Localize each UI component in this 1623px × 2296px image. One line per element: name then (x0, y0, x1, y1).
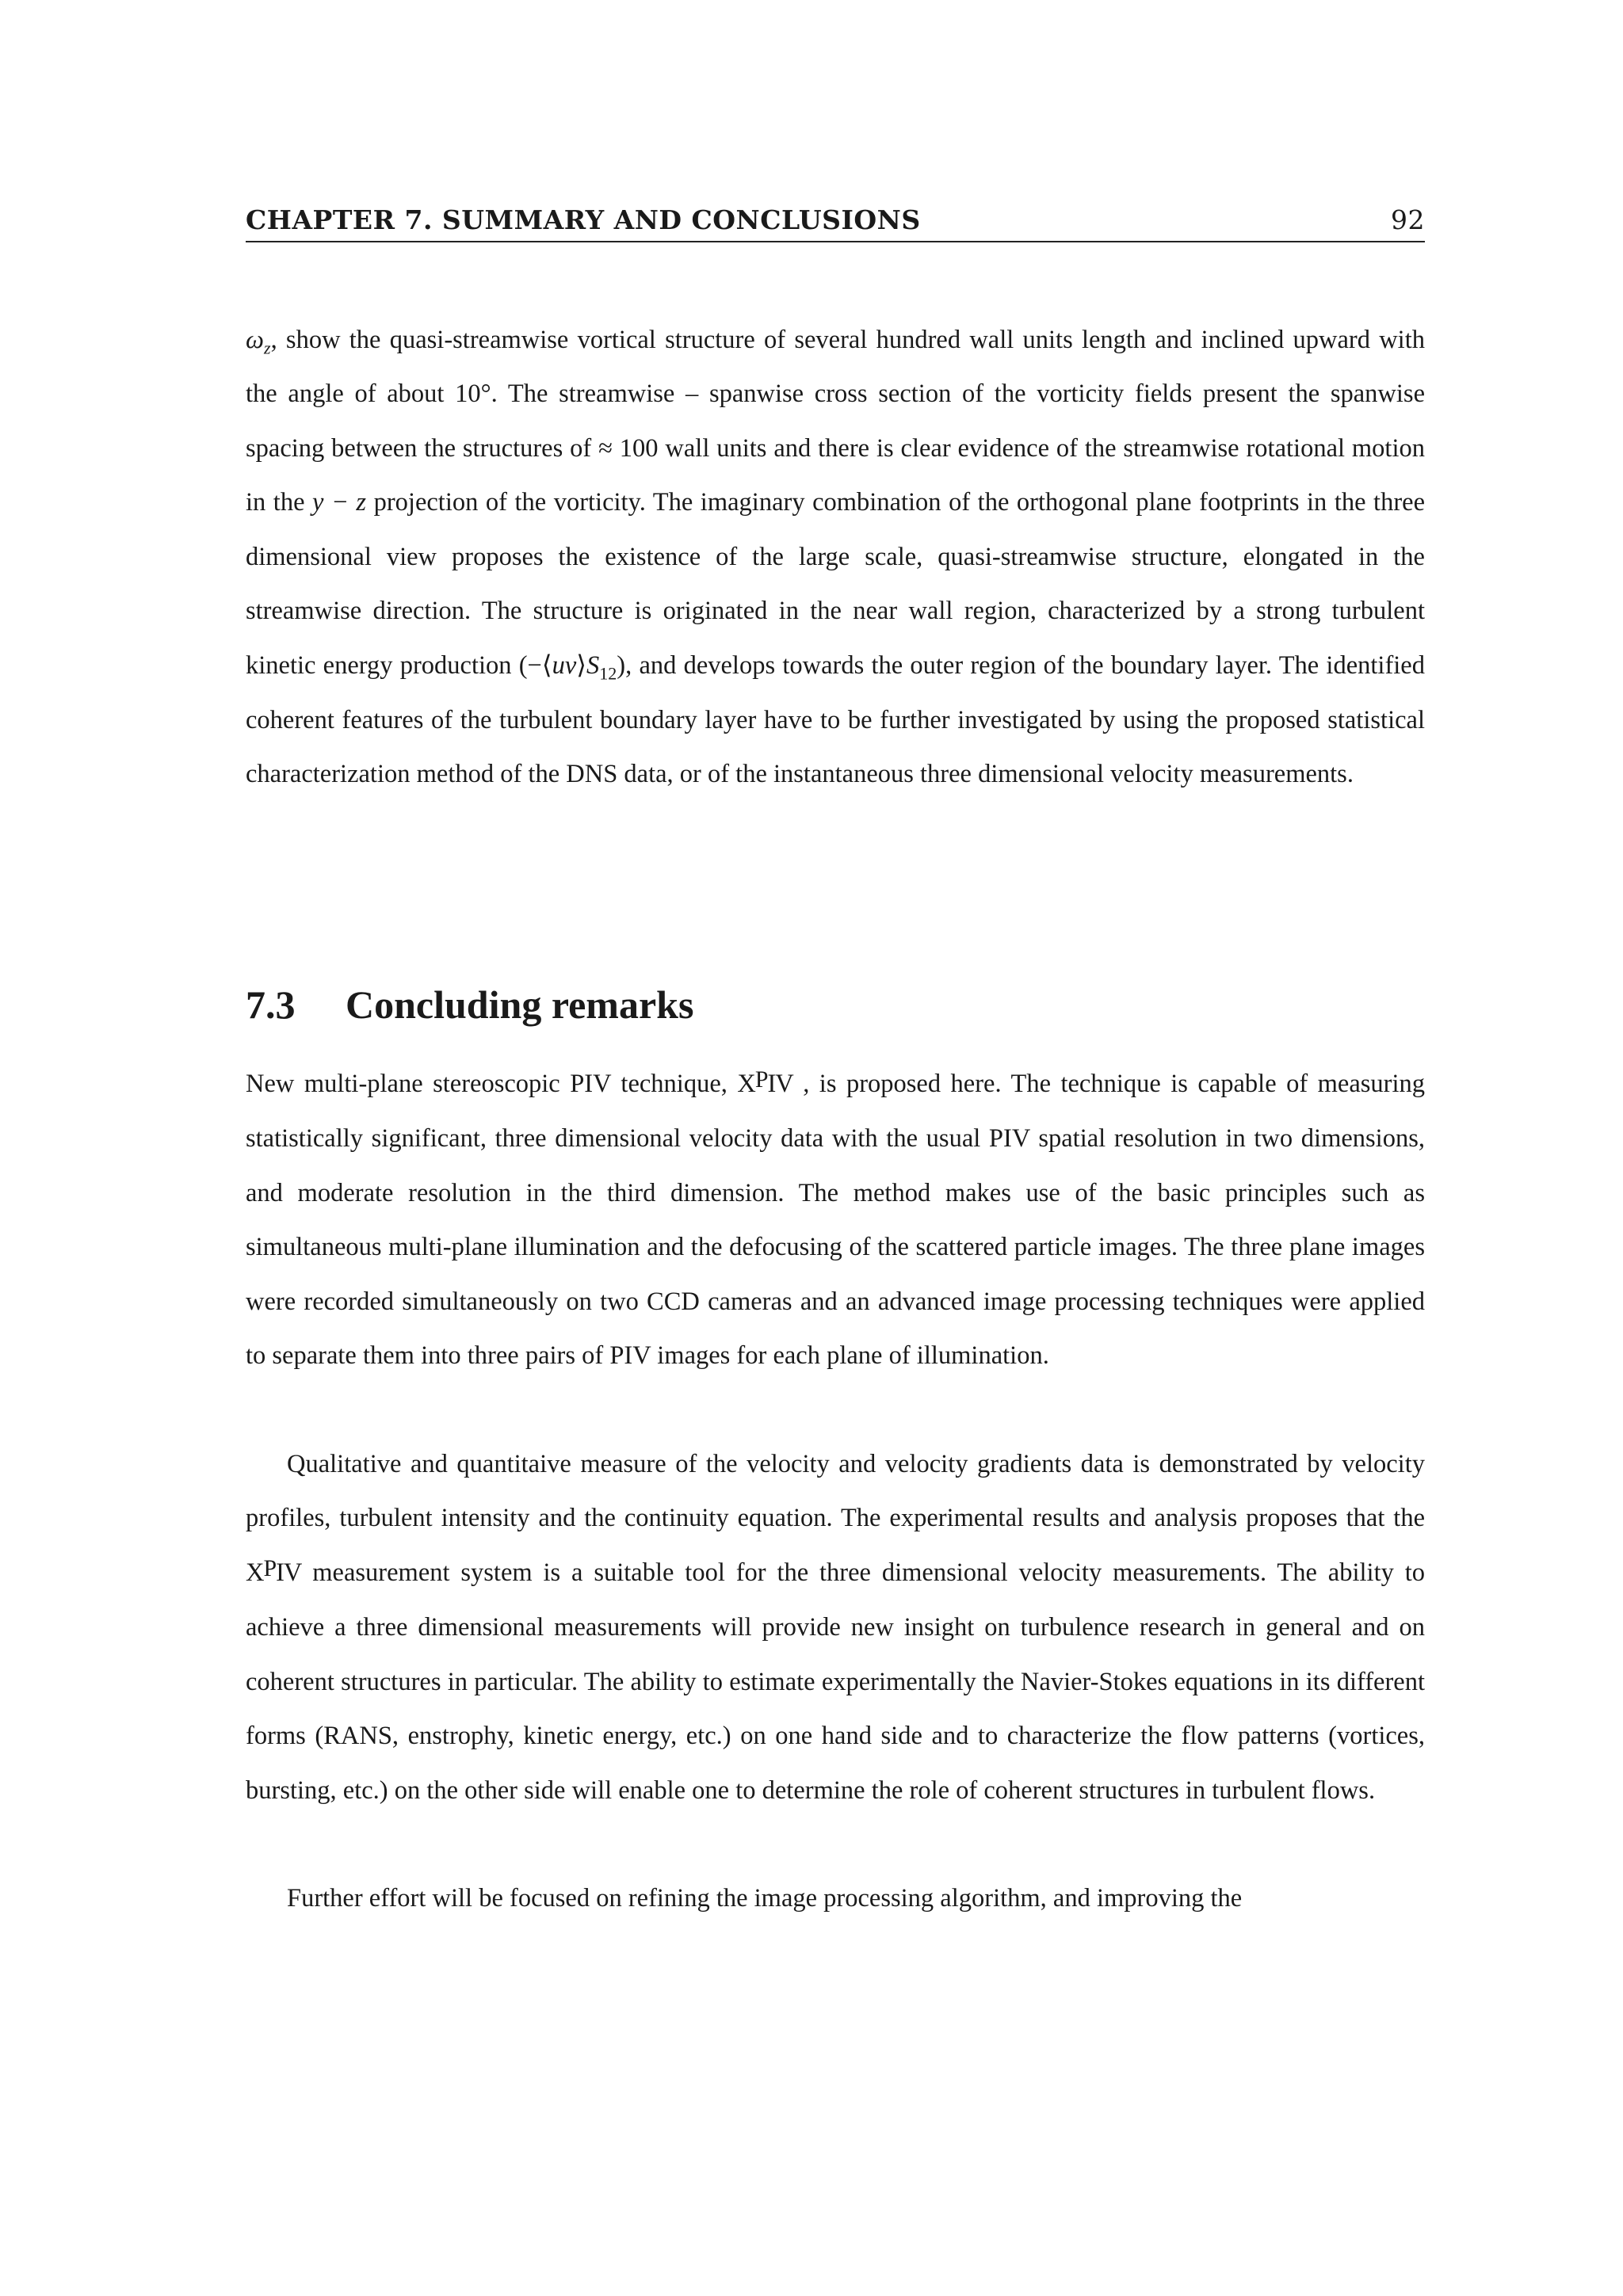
page-number: 92 (1391, 204, 1425, 235)
paragraph-text: ⟩ (576, 651, 586, 681)
math-omega-subscript: z (263, 338, 271, 357)
paragraph-text: projection of the vorticity. The imaginary combination of the orthogonal plane footprints in the three dimensional view proposes the existence of the large scale, quasi-streamwise structure, elongated in the streamwise direction. The structure is originated in the near wall region, characterized by a strong turbulent kinetic energy production (−⟨ (246, 488, 1425, 681)
paragraph-text: measurement system is a suitable tool for the three dimensional velocity measurements. The ability to achieve a three dimensional measurements will provide new insight on turbulence research in general and on coherent structures in particular. The ability to estimate experimentally the Navier-Stokes equations in its different forms (RANS, enstrophy, kinetic energy, etc.) on one hand side and to characterize the flow patterns (vortices, bursting, etc.) on the other side will enable one to determine the role of coherent structures in turbulent flows. (246, 1558, 1425, 1806)
paragraph-results (246, 1437, 1425, 1818)
paragraph-technique (246, 1057, 1425, 1384)
paragraph-text: ), and develops towards the outer region of the boundary layer. The identified coherent features of the turbulent boundary layer have to be further investigated by using the proposed statistical characterization method of the DNS data, or of the instantaneous three dimensional velocity measurements. (246, 651, 1425, 789)
xpiv-logotype: XPIV (246, 1554, 302, 1587)
math-omega: ω (246, 325, 264, 354)
paragraph-text: New multi-plane stereoscopic PIV technique, (246, 1069, 738, 1098)
running-header (246, 203, 1425, 242)
chapter-title: CHAPTER 7. SUMMARY AND CONCLUSIONS (246, 204, 921, 235)
math-s-subscript: 12 (599, 663, 617, 684)
math-s: S (586, 651, 600, 681)
section-number: 7.3 (246, 982, 296, 1027)
paragraph-text: , show the quasi-streamwise vortical structure of several hundred wall units length and inclined upward with the angle of about 10°. The streamwise – spanwise cross section of the vorticity fields present the spanwise spacing between the structures of ≈ 100 wall units and there is clear evidence of the streamwise rotational motion in the (246, 325, 1425, 517)
math-y-minus-z: y − z (312, 488, 367, 517)
paragraph-text: Qualitative and quantitaive measure of the velocity and velocity gradients data is demonstrated by velocity profiles, turbulent intensity and the continuity equation. The experimental results and analysis proposes that the (246, 1449, 1425, 1533)
paragraph-further-effort: Further effort will be focused on refining the image processing algorithm, and improving the (287, 1883, 1243, 1913)
section-heading (246, 976, 1425, 1033)
section-title: Concluding remarks (346, 982, 694, 1027)
math-uv: uv (552, 651, 577, 681)
xpiv-logotype: XPIV (737, 1066, 793, 1098)
paragraph-text: , is proposed here. The technique is capable of measuring statistically significant, three dimensional velocity data with the usual PIV spatial resolution in two dimensions, and moderate resolution in the third dimension. The method makes use of the basic principles such as simultaneous multi-plane illumination and the defocusing of the scattered particle images. The three plane images were recorded simultaneously on two CCD cameras and an advanced image processing techniques were applied to separate them into three pairs of PIV images for each plane of illumination. (246, 1069, 1425, 1371)
paragraph-vorticity-structure (246, 313, 1425, 802)
